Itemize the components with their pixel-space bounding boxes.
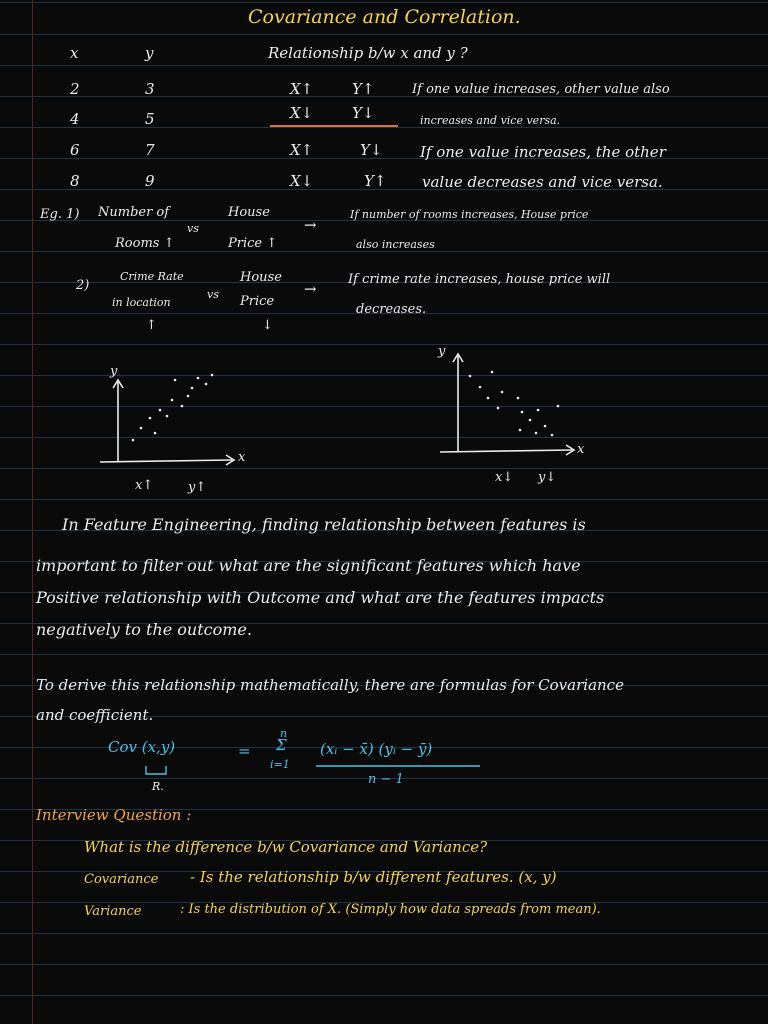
paragraph-1-line: Positive relationship with Outcome and what are the features impacts (36, 588, 605, 607)
rel-note-negative-cont: value decreases and vice versa. (422, 173, 663, 191)
formula-denominator: n − 1 (368, 772, 404, 787)
formula-numerator: (xᵢ − x̄) (yᵢ − ȳ) (320, 740, 433, 758)
table-cell-x: 6 (70, 141, 80, 159)
table-cell-y: 3 (145, 80, 155, 98)
page-title: Covariance and Correlation. (248, 6, 521, 28)
formula-sum-top: n (280, 727, 288, 740)
table-header-x: x (70, 44, 79, 62)
example-1-arrow: → (304, 216, 317, 234)
interview-heading: Interview Question : (36, 806, 192, 824)
covariance-definition: - Is the relationship b/w different features. (x, y) (190, 868, 557, 886)
rel-x-up: X↑ (290, 141, 314, 159)
example-2-left-a: Crime Rate (120, 270, 184, 283)
formula-bracket-label: R. (152, 780, 164, 793)
example-1-right-a: House (228, 205, 270, 220)
paragraph-2-line: To derive this relationship mathematically, there are formulas for Covariance (36, 676, 624, 694)
right-plot-caption-y: y↓ (538, 470, 557, 485)
example-1-right-b: Price ↑ (228, 236, 278, 251)
covariance-label: Covariance (84, 872, 159, 887)
rel-note-negative: If one value increases, the other (420, 143, 666, 161)
example-2-left-b: in location (112, 296, 171, 309)
left-plot-caption-y: y↑ (188, 480, 207, 495)
example-1-vs: vs (187, 222, 199, 235)
example-2-note-a: If crime rate increases, house price will (348, 272, 611, 287)
table-cell-y: 7 (145, 141, 155, 159)
rel-x-down: X↓ (290, 172, 314, 190)
example-2-right-a: House (240, 270, 282, 285)
table-cell-x: 8 (70, 172, 80, 190)
left-plot-caption-x: x↑ (135, 478, 154, 493)
table-cell-y: 5 (145, 110, 155, 128)
example-2-arrow: → (304, 280, 317, 298)
example-2-right-b: Price (240, 294, 275, 309)
example-1-left-a: Number of (98, 205, 170, 220)
rel-x-down: X↓ (290, 104, 314, 122)
table-cell-y: 9 (145, 172, 155, 190)
paragraph-2-line: and coefficient. (36, 706, 154, 724)
rel-y-down: Y↓ (360, 141, 383, 159)
rel-note-positive-cont: increases and vice versa. (420, 114, 561, 127)
right-plot-x-label: x (577, 442, 585, 457)
example-2-note-b: decreases. (356, 302, 427, 317)
table-cell-x: 2 (70, 80, 80, 98)
table-header-y: y (145, 44, 154, 62)
left-plot-x-label: x (238, 450, 246, 465)
example-2-label: 2) (76, 278, 90, 293)
relationship-heading: Relationship b/w x and y ? (268, 44, 468, 62)
example-1-note-b: also increases (356, 238, 435, 251)
example-2-vs: vs (207, 288, 219, 301)
example-1-label: Eg. 1) (40, 207, 80, 222)
variance-label: Variance (84, 904, 142, 919)
rel-y-up: Y↑ (364, 172, 387, 190)
right-plot-caption-x: x↓ (495, 470, 514, 485)
left-plot-y-label: y (110, 364, 118, 379)
rel-y-up: Y↑ (352, 80, 375, 98)
variance-definition: : Is the distribution of X. (Simply how data spreads from mean). (180, 902, 601, 917)
example-1-note-a: If number of rooms increases, House price (350, 208, 589, 221)
paragraph-1-line: negatively to the outcome. (36, 620, 252, 639)
rel-y-down: Y↓ (352, 104, 375, 122)
rel-x-up: X↑ (290, 80, 314, 98)
example-1-left-b: Rooms ↑ (115, 236, 175, 251)
paragraph-1-line: In Feature Engineering, finding relationship between features is (62, 515, 586, 534)
example-2-left-arrow: ↑ (146, 318, 157, 333)
formula-equals: = (238, 742, 251, 760)
formula-bracket (146, 766, 166, 774)
rel-note-positive: If one value increases, other value also (412, 82, 670, 97)
formula-sum-bottom: i=1 (270, 758, 290, 771)
paragraph-1-line: important to filter out what are the significant features which have (36, 556, 581, 575)
right-plot-y-label: y (438, 344, 446, 359)
table-cell-x: 4 (70, 110, 80, 128)
formula-lhs: Cov (x,y) (108, 738, 176, 756)
example-2-right-arrow: ↓ (262, 318, 273, 333)
formula-sum-symbol: Σ (276, 736, 287, 754)
interview-question: What is the difference b/w Covariance and Variance? (84, 838, 488, 856)
